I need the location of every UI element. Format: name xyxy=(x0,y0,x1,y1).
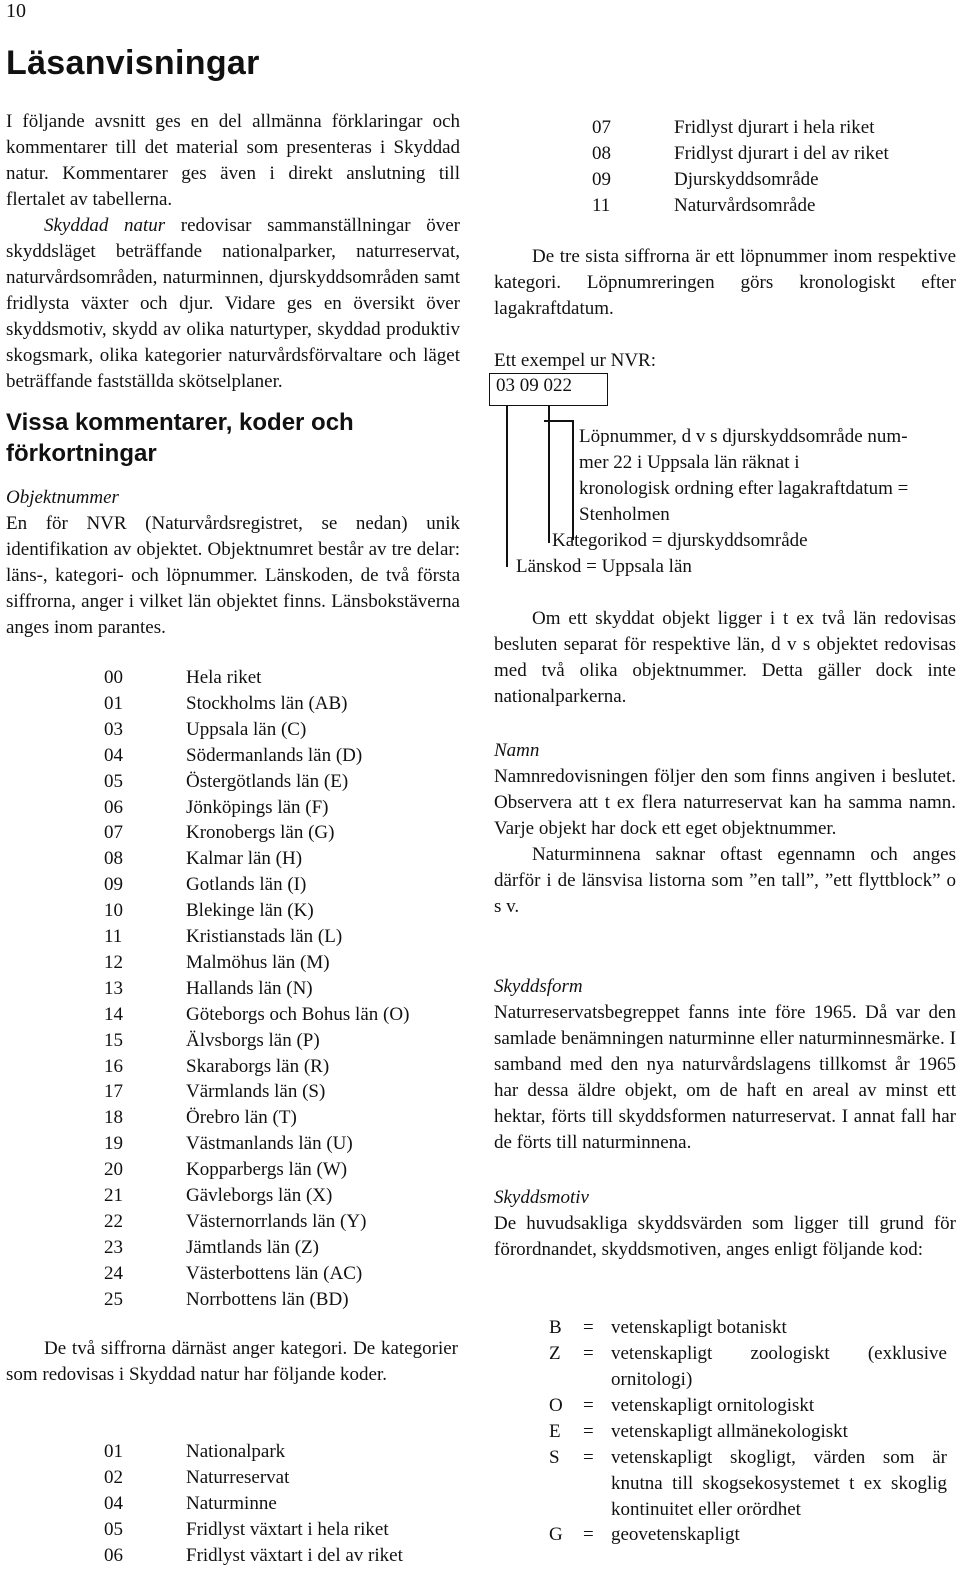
code-name: Uppsala län (C) xyxy=(186,718,307,740)
code-name: Kalmar län (H) xyxy=(186,848,303,870)
namn-heading: Namn xyxy=(494,740,540,761)
skyddsform-section xyxy=(494,974,956,1156)
code-value: 07 xyxy=(104,822,123,844)
code-value: 23 xyxy=(104,1236,123,1258)
code-name: Göteborgs och Bohus län (O) xyxy=(186,1003,410,1025)
two-lan-text: Om ett skyddat objekt ligger i t ex två län redovisas besluten separat för respektive län, d v s objektet redovisas med två olika objektnummer. Detta gäller dock inte nationalparkerna. xyxy=(494,608,956,707)
code-value: 11 xyxy=(592,194,611,216)
code-name: Värmlands län (S) xyxy=(186,1081,326,1103)
skyddsmotiv-code: E xyxy=(549,1420,561,1442)
skyddsform-text: Naturreservatsbegreppet fanns inte före 1965. Då var den samlade benämningen naturminne eller naturminnesmärke. I samband med den nya naturvårdslagens tillkomst år 1965 har dessa äldre objekt, om de haft en areal av minst ett hektar, förts till skyddsformen naturreservat. I annat fall har de förts till naturminnena. xyxy=(494,1002,956,1153)
code-name: Djurskyddsområde xyxy=(674,168,819,190)
lopnummer-explanation xyxy=(579,424,908,528)
skyddsmotiv-code: G xyxy=(549,1524,563,1546)
code-value: 24 xyxy=(104,1262,123,1284)
code-value: 20 xyxy=(104,1159,123,1181)
code-value: 21 xyxy=(104,1185,123,1206)
code-name: Hela riket xyxy=(186,667,262,688)
kategorikod-connector xyxy=(548,405,550,543)
lopnummer-line-4: Stenholmen xyxy=(579,504,670,525)
code-name: Naturminne xyxy=(186,1492,277,1514)
lopnummer-line-1: Löpnummer, d v s djurskyddsområde num- xyxy=(579,426,908,447)
code-name: Fridlyst växtart i del av riket xyxy=(186,1544,403,1566)
skyddsmotiv-description: vetenskapligt zoologiskt (exklusive ornitologi) xyxy=(611,1342,947,1390)
skyddsmotiv-code: B xyxy=(549,1317,562,1338)
code-value: 10 xyxy=(104,900,123,922)
namn-paragraph-1: Namnredovisningen följer den som finns angiven i beslutet. Observera att t ex flera naturreservat kan ha samma namn. Varje objekt har dock ett eget objektnummer. xyxy=(494,766,956,839)
intro-paragraph-1: I följande avsnitt ges en del allmänna förklaringar och kommentarer till det material som presenteras i Skyddad natur. Kommentarer ges även i direkt anslutning till flertalet av tabellerna. xyxy=(6,111,460,210)
two-lan-section xyxy=(494,606,956,710)
skyddsmotiv-code: S xyxy=(549,1446,560,1468)
code-value: 06 xyxy=(104,796,123,818)
code-value: 07 xyxy=(592,117,611,138)
skyddsmotiv-description: vetenskapligt ornitologiskt xyxy=(611,1394,815,1416)
objektnummer-text: En för NVR (Naturvårdsregistret, se nedan) unik identifikation av objektet. Objektnumret består av tre delar: läns-, kategori- och löpnummer. Länskoden, de två första siffrorna, anger i vilket län objektet finns. Länsbokstäverna anges inom parantes. xyxy=(6,513,460,638)
skyddsmotiv-description: vetenskapligt botaniskt xyxy=(611,1317,787,1338)
skyddsmotiv-code: O xyxy=(549,1394,563,1416)
code-name: Södermanlands län (D) xyxy=(186,744,363,766)
code-value: 22 xyxy=(104,1210,123,1232)
code-value: 04 xyxy=(104,744,123,766)
code-value: 25 xyxy=(104,1288,123,1310)
page-number: 10 xyxy=(6,0,26,22)
code-value: 14 xyxy=(104,1003,123,1025)
code-value: 18 xyxy=(104,1107,123,1129)
section-heading: Vissa kommentarer, koder och förkortningar xyxy=(6,409,354,467)
example-label xyxy=(494,348,956,374)
code-value: 09 xyxy=(104,874,123,896)
intro-section xyxy=(6,109,460,395)
skyddsform-heading: Skyddsform xyxy=(494,976,583,997)
code-name: Jämtlands län (Z) xyxy=(186,1236,319,1258)
code-name: Gävleborgs län (X) xyxy=(186,1185,333,1206)
equals-sign: = xyxy=(583,1420,594,1442)
equals-sign: = xyxy=(583,1446,594,1468)
lopnummer-connector xyxy=(572,420,574,540)
code-name: Kopparbergs län (W) xyxy=(186,1159,348,1181)
skyddsmotiv-code: Z xyxy=(549,1342,561,1364)
skyddsmotiv-description: geovetenskapligt xyxy=(611,1524,740,1546)
code-value: 01 xyxy=(104,1441,123,1462)
lopnummer-text: De tre sista siffrorna är ett löpnummer inom respektive kategori. Löpnumreringen görs kronologiskt efter lagakraftdatum. xyxy=(494,246,956,319)
lanskod-explanation: Länskod = Uppsala län xyxy=(516,556,692,577)
code-value: 05 xyxy=(104,770,123,792)
code-name: Nationalpark xyxy=(186,1441,286,1462)
equals-sign: = xyxy=(583,1317,594,1338)
lopnummer-line-2: mer 22 i Uppsala län räknat i xyxy=(579,452,800,473)
skyddsmotiv-text: De huvudsakliga skyddsvärden som ligger till grund för förordnandet, skyddsmotiven, anges enligt följande kod: xyxy=(494,1213,956,1260)
example-label-text: Ett exempel ur NVR: xyxy=(494,350,656,371)
example-number: 03 09 022 xyxy=(496,375,572,396)
code-value: 05 xyxy=(104,1518,123,1540)
equals-sign: = xyxy=(583,1524,594,1546)
kategori-intro xyxy=(6,1336,458,1388)
namn-paragraph-2: Naturminnena saknar oftast egennamn och anges därför i de länsvisa listorna som ”en tall”, ”ett flyttblock” o s v. xyxy=(494,844,956,917)
objektnummer-heading: Objektnummer xyxy=(6,487,119,508)
code-name: Västernorrlands län (Y) xyxy=(186,1210,367,1232)
code-value: 04 xyxy=(104,1492,123,1514)
code-name: Kronobergs län (G) xyxy=(186,822,335,844)
code-value: 12 xyxy=(104,951,123,973)
lopnummer-bracket-top xyxy=(544,420,574,422)
code-value: 08 xyxy=(104,848,123,870)
code-value: 16 xyxy=(104,1055,123,1077)
skyddsmotiv-description: vetenskapligt allmänekologiskt xyxy=(611,1420,848,1442)
objektnummer-section xyxy=(6,485,460,641)
skyddsmotiv-section xyxy=(494,1185,956,1263)
code-name: Naturvårdsområde xyxy=(674,194,816,216)
code-name: Västerbottens län (AC) xyxy=(186,1262,363,1284)
code-value: 17 xyxy=(104,1081,123,1103)
code-name: Fridlyst växtart i hela riket xyxy=(186,1518,389,1540)
lanskod-connector xyxy=(506,405,508,567)
equals-sign: = xyxy=(583,1342,594,1364)
code-name: Älvsborgs län (P) xyxy=(186,1029,320,1051)
skyddsmotiv-description: vetenskapligt skogligt, värden som är knutna till skogsekosystemet t ex skoglig kontinuitet eller orördhet xyxy=(611,1446,947,1520)
lopnummer-line-3: kronologisk ordning efter lagakraftdatum = xyxy=(579,478,909,499)
code-name: Skaraborgs län (R) xyxy=(186,1055,330,1077)
intro-paragraph-2-text: redovisar sammanställningar över skyddsläget beträffande nationalparker, naturreservat, naturvårdsområden, naturminnen, djurskyddsområden samt fridlysta växter och djur. Vidare ges en översikt över skyddsmotiv, skydd av olika naturtyper, skyddad produktiv skogsmark, olika kategorier naturvårdsförvaltare och läget beträffande fastställda skötselplaner. xyxy=(6,215,460,392)
kategorikod-explanation: Kategorikod = djurskyddsområde xyxy=(552,530,808,551)
code-value: 06 xyxy=(104,1544,123,1566)
code-name: Malmöhus län (M) xyxy=(186,951,330,973)
code-name: Kristianstads län (L) xyxy=(186,926,343,947)
code-value: 00 xyxy=(104,667,123,688)
code-name: Fridlyst djurart i del av riket xyxy=(674,142,889,164)
code-value: 09 xyxy=(592,168,611,190)
code-value: 13 xyxy=(104,977,123,999)
namn-section xyxy=(494,738,956,920)
intro-paragraph-2 xyxy=(6,213,460,395)
kategori-intro-text: De två siffrorna därnäst anger kategori. De kategorier som redovisas i Skyddad natur har följande koder. xyxy=(6,1338,458,1385)
code-name: Västmanlands län (U) xyxy=(186,1133,353,1155)
equals-sign: = xyxy=(583,1394,594,1416)
code-value: 01 xyxy=(104,692,123,714)
code-name: Hallands län (N) xyxy=(186,977,313,999)
code-name: Blekinge län (K) xyxy=(186,900,314,922)
code-name: Norrbottens län (BD) xyxy=(186,1288,349,1310)
skyddsmotiv-heading: Skyddsmotiv xyxy=(494,1187,589,1208)
lopnummer-section xyxy=(494,244,956,322)
code-value: 02 xyxy=(104,1466,123,1488)
code-name: Fridlyst djurart i hela riket xyxy=(674,117,875,138)
code-name: Jönköpings län (F) xyxy=(186,796,329,818)
code-value: 11 xyxy=(104,926,123,947)
code-value: 15 xyxy=(104,1029,123,1051)
code-name: Stockholms län (AB) xyxy=(186,692,348,714)
code-value: 03 xyxy=(104,718,123,740)
code-value: 19 xyxy=(104,1133,123,1155)
page-title: Läsanvisningar xyxy=(6,44,260,82)
skyddad-natur-emphasis: Skyddad natur xyxy=(44,215,166,236)
code-name: Naturreservat xyxy=(186,1466,290,1488)
code-value: 08 xyxy=(592,142,611,164)
code-name: Östergötlands län (E) xyxy=(186,770,349,792)
code-name: Örebro län (T) xyxy=(186,1107,297,1129)
code-name: Gotlands län (I) xyxy=(186,874,307,896)
